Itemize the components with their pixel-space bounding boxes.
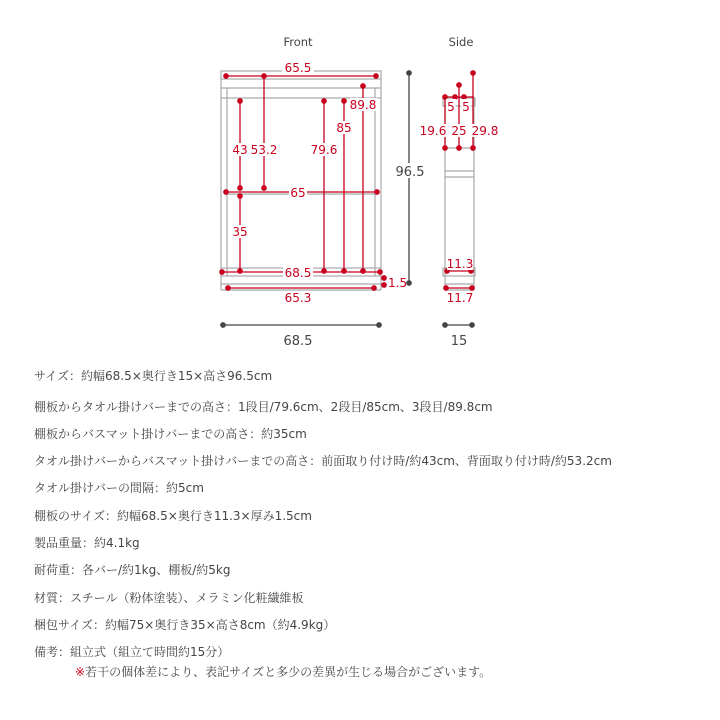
shelf-width-label: 68.5 bbox=[284, 266, 312, 280]
shelf-thickness-label: 1.5 bbox=[388, 276, 408, 290]
spec-size: サイズ：約幅68.5×奥行き15×高さ96.5cm bbox=[34, 369, 273, 383]
mat-to-towel-back-label: 53.2 bbox=[250, 143, 278, 157]
spec-note bbox=[75, 664, 491, 680]
shelf-to-mat-label: 35 bbox=[232, 225, 248, 239]
overall-depth-dimension bbox=[443, 323, 474, 327]
spec-remarks: 備考：組立式（組立て時間約15分） bbox=[34, 645, 230, 659]
base-depth-label: 11.7 bbox=[446, 291, 474, 305]
towel-bar-gap-a-label: 5 bbox=[447, 100, 455, 114]
mat-bar-width-label: 65 bbox=[290, 186, 306, 200]
spec-material: 材質：スチール（粉体塗装）、メラミン化粧繊維板 bbox=[34, 591, 304, 605]
spec-shelf-size: 棚板のサイズ：約幅68.5×奥行き11.3×厚み1.5cm bbox=[34, 509, 312, 523]
spec-towel-to-mat-bar: タオル掛けバーからバスマット掛けバーまでの高さ：前面取り付け時/約43cm、背面取り付け時/約53.2cm bbox=[34, 454, 612, 468]
side-view-title: Side bbox=[448, 35, 474, 49]
side-depth-2-label: 25 bbox=[451, 124, 467, 138]
base-width-label: 65.3 bbox=[284, 291, 312, 305]
spec-towel-bar-gap: タオル掛けバーの間隔：約5cm bbox=[34, 481, 204, 495]
shelf-depth-label: 11.3 bbox=[446, 257, 474, 271]
towel-bar-2-height-label: 85 bbox=[336, 121, 352, 135]
towel-bar-gap-b-label: 5 bbox=[462, 100, 470, 114]
side-depth-3-label: 29.8 bbox=[471, 124, 499, 138]
towel-bar-3-height-label: 89.8 bbox=[349, 98, 377, 112]
note-text: 若干の個体差により、表記サイズと多少の差異が生じる場合がございます。 bbox=[85, 665, 492, 679]
front-view-title: Front bbox=[283, 35, 313, 49]
spec-weight: 製品重量：約4.1kg bbox=[34, 536, 140, 550]
spec-package-size: 梱包サイズ：約幅75×奥行き35×高さ8cm（約4.9kg） bbox=[34, 618, 336, 632]
overall-depth-label: 15 bbox=[450, 334, 468, 349]
spec-shelf-to-towel-bar: 棚板からタオル掛けバーまでの高さ：1段目/79.6cm、2段目/85cm、3段目/89.8cm bbox=[34, 400, 493, 414]
front-top-width-label: 65.5 bbox=[284, 61, 312, 75]
overall-height-label: 96.5 bbox=[395, 165, 425, 180]
note-mark: ※ bbox=[75, 665, 86, 679]
side-depth-1-label: 19.6 bbox=[419, 124, 447, 138]
overall-width-label: 68.5 bbox=[283, 334, 313, 349]
towel-bar-1-height-label: 79.6 bbox=[310, 143, 338, 157]
overall-width-dimension bbox=[221, 323, 381, 327]
spec-load-capacity: 耐荷重：各バー/約1kg、棚板/約5kg bbox=[34, 563, 231, 577]
mat-to-towel-front-label: 43 bbox=[232, 143, 248, 157]
spec-shelf-to-mat-bar: 棚板からバスマット掛けバーまでの高さ：約35cm bbox=[34, 427, 307, 441]
